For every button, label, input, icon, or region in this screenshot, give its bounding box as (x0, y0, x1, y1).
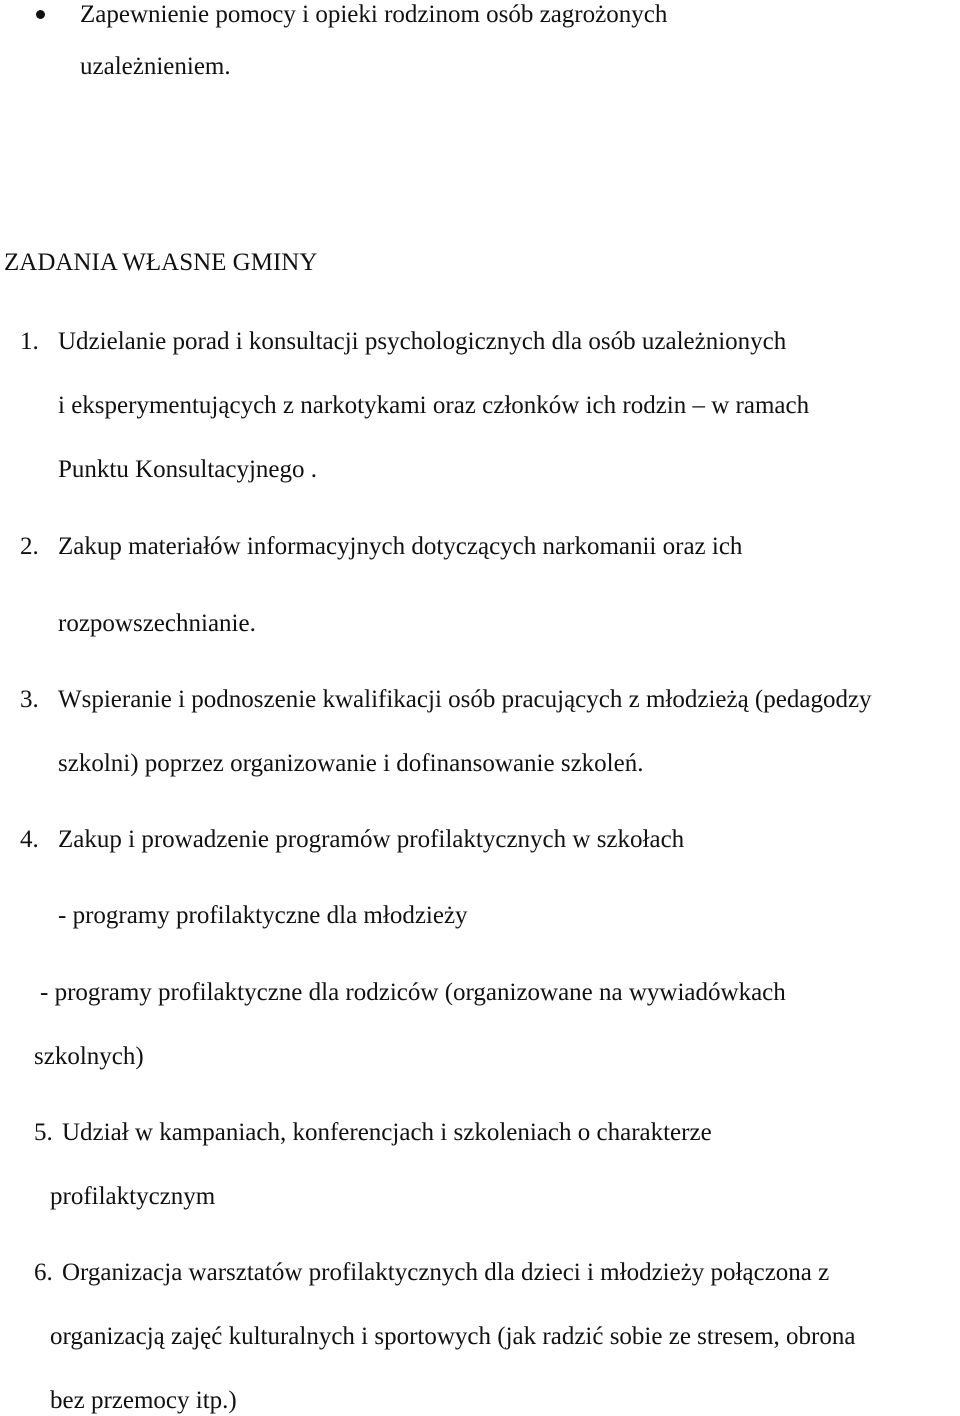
item-1-line-3: Punktu Konsultacyjnego . (58, 456, 318, 483)
item-5-line-2: profilaktycznym (50, 1183, 216, 1210)
bullet-text-line-1: Zapewnienie pomocy i opieki rodzinom osób zagrożonych (80, 1, 668, 28)
item-number-6: 6. (34, 1259, 53, 1286)
item-6-line-1: Organizacja warsztatów profilaktycznych dla dzieci i młodzieży połączona z (62, 1259, 830, 1286)
bullet-icon (36, 10, 45, 19)
item-6-line-3: bez przemocy itp.) (50, 1387, 237, 1414)
item-1-line-1: Udzielanie porad i konsultacji psychologicznych dla osób uzależnionych (58, 328, 787, 355)
item-number-2: 2. (20, 533, 39, 560)
item-4-subitem-2: - programy profilaktyczne dla rodziców (organizowane na wywiadówkach (40, 979, 786, 1006)
item-6-line-2: organizacją zajęć kulturalnych i sportowych (jak radzić sobie ze stresem, obrona (50, 1323, 856, 1350)
item-4-subitem-1: - programy profilaktyczne dla młodzieży (58, 902, 468, 929)
item-number-4: 4. (20, 826, 39, 853)
item-4-line-1: Zakup i prowadzenie programów profilaktycznych w szkołach (58, 826, 685, 853)
item-5-line-1: Udział w kampaniach, konferencjach i szkoleniach o charakterze (62, 1119, 712, 1146)
item-3-line-2: szkolni) poprzez organizowanie i dofinansowanie szkoleń. (58, 750, 644, 777)
bullet-text-line-2: uzależnieniem. (80, 53, 231, 80)
item-2-line-1: Zakup materiałów informacyjnych dotyczących narkomanii oraz ich (58, 533, 743, 560)
item-2-line-2: rozpowszechnianie. (58, 610, 256, 637)
item-number-1: 1. (20, 328, 39, 355)
item-3-line-1: Wspieranie i podnoszenie kwalifikacji osób pracujących z młodzieżą (pedagodzy (58, 686, 872, 713)
item-number-5: 5. (34, 1119, 53, 1146)
item-number-3: 3. (20, 686, 39, 713)
section-title: ZADANIA WŁASNE GMINY (4, 249, 318, 276)
item-4-subitem-3: szkolnych) (34, 1043, 144, 1070)
item-1-line-2: i eksperymentujących z narkotykami oraz członków ich rodzin – w ramach (58, 392, 810, 419)
